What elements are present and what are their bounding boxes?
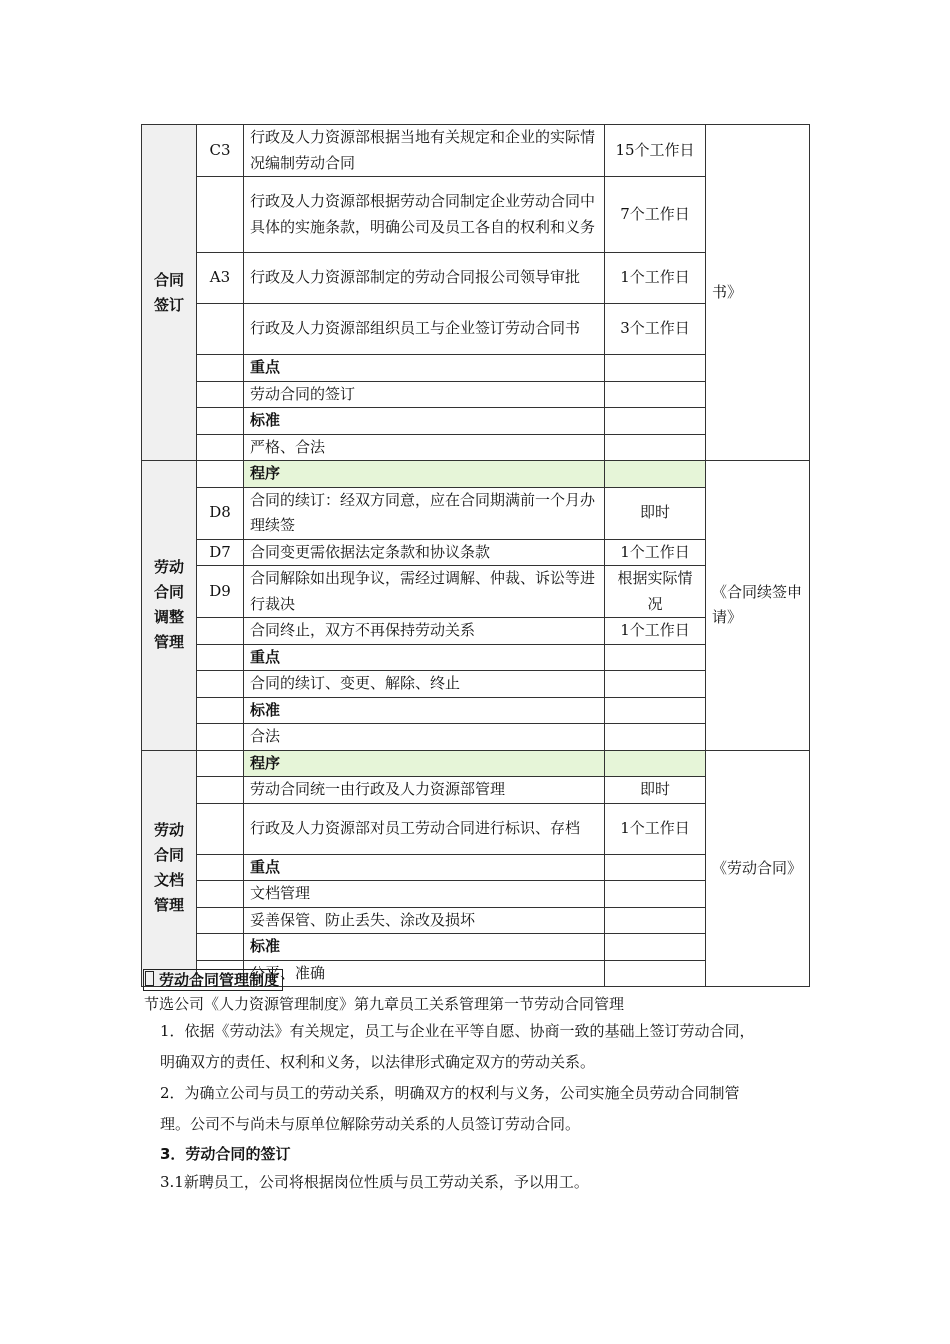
step-time: 1个工作日 — [605, 253, 706, 304]
step-code — [197, 750, 244, 777]
step-time — [605, 671, 706, 698]
step-description: 文档管理 — [244, 881, 605, 908]
subheading-procedure: 程序 — [244, 461, 605, 488]
step-time — [605, 434, 706, 461]
paragraph-3-heading: 3．劳动合同的签订 — [160, 1145, 291, 1163]
paragraph-1-line-2: 明确双方的责任、权利和义务，以法律形式确定双方的劳动关系。 — [160, 1053, 596, 1071]
step-code — [197, 724, 244, 751]
step-code — [197, 644, 244, 671]
step-time — [605, 907, 706, 934]
step-description: 行政及人力资源部对员工劳动合同进行标识、存档 — [244, 803, 605, 854]
paragraph-4: 3.1新聘员工，公司将根据岗位性质与员工劳动关系，予以用工。 — [160, 1173, 589, 1191]
step-description: 行政及人力资源部根据劳动合同制定企业劳动合同中具体的实施条款，明确公司及员工各自的权利和义务 — [244, 177, 605, 253]
step-time: 根据实际情况 — [605, 566, 706, 618]
step-time — [605, 461, 706, 488]
step-description: 行政及人力资源部组织员工与企业签订劳动合同书 — [244, 304, 605, 355]
step-code — [197, 434, 244, 461]
step-description: 行政及人力资源部根据当地有关规定和企业的实际情况编制劳动合同 — [244, 125, 605, 177]
step-code — [197, 854, 244, 881]
step-code: D9 — [197, 566, 244, 618]
step-description: 劳动合同统一由行政及人力资源部管理 — [244, 777, 605, 804]
step-code — [197, 381, 244, 408]
section-label-contract-adjustment: 劳动 合同 调整 管理 — [142, 461, 197, 751]
subheading-key-points: 重点 — [244, 355, 605, 382]
step-time — [605, 934, 706, 961]
section-document: 《劳动合同》 — [706, 750, 810, 987]
step-description: 公平、准确 — [244, 960, 605, 987]
paragraph-2-line-1: 2．为确立公司与员工的劳动关系，明确双方的权利与义务，公司实施全员劳动合同制管 — [160, 1084, 740, 1102]
step-description: 合同终止，双方不再保持劳动关系 — [244, 618, 605, 645]
step-description: 严格、合法 — [244, 434, 605, 461]
step-time: 1个工作日 — [605, 618, 706, 645]
step-code: D8 — [197, 487, 244, 539]
step-code — [197, 304, 244, 355]
step-code: D7 — [197, 539, 244, 566]
section-document: 《合同续签申请》 — [706, 461, 810, 751]
subheading-key-points: 重点 — [244, 644, 605, 671]
step-time — [605, 644, 706, 671]
step-time — [605, 381, 706, 408]
subheading-standard: 标准 — [244, 934, 605, 961]
step-time: 即时 — [605, 777, 706, 804]
step-code — [197, 355, 244, 382]
procedure-table — [141, 124, 810, 987]
step-code — [197, 934, 244, 961]
step-time: 15个工作日 — [605, 125, 706, 177]
step-code — [197, 697, 244, 724]
step-code — [197, 671, 244, 698]
step-time — [605, 408, 706, 435]
step-time: 7个工作日 — [605, 177, 706, 253]
step-description: 妥善保管、防止丢失、涂改及损坏 — [244, 907, 605, 934]
step-code — [197, 803, 244, 854]
subheading-procedure: 程序 — [244, 750, 605, 777]
section-document: 书》 — [706, 125, 810, 461]
intro-paragraph: 节选公司《人力资源管理制度》第九章员工关系管理第一节劳动合同管理 — [144, 995, 625, 1013]
step-code: A3 — [197, 253, 244, 304]
step-time — [605, 881, 706, 908]
step-time — [605, 355, 706, 382]
paragraph-1-line-1: 1．依据《劳动法》有关规定，员工与企业在平等自愿、协商一致的基础上签订劳动合同， — [160, 1022, 755, 1040]
subheading-key-points: 重点 — [244, 854, 605, 881]
step-code: C3 — [197, 125, 244, 177]
step-time — [605, 697, 706, 724]
section-label-contract-archive: 劳动 合同 文档 管理 — [142, 750, 197, 987]
step-code — [197, 461, 244, 488]
step-code — [197, 177, 244, 253]
step-time — [605, 750, 706, 777]
subheading-standard: 标准 — [244, 697, 605, 724]
step-code — [197, 408, 244, 435]
step-description: 合同解除如出现争议，需经过调解、仲裁、诉讼等进行裁决 — [244, 566, 605, 618]
subheading-standard: 标准 — [244, 408, 605, 435]
step-code — [197, 907, 244, 934]
checkbox-icon — [145, 971, 154, 986]
paragraph-2-line-2: 理。公司不与尚未与原单位解除劳动关系的人员签订劳动合同。 — [160, 1115, 581, 1133]
step-description: 劳动合同的签订 — [244, 381, 605, 408]
step-code — [197, 881, 244, 908]
step-time: 即时 — [605, 487, 706, 539]
section-label-contract-signing: 合同 签订 — [142, 125, 197, 461]
step-description: 合同变更需依据法定条款和协议条款 — [244, 539, 605, 566]
step-description: 合同的续订、变更、解除、终止 — [244, 671, 605, 698]
step-code — [197, 618, 244, 645]
step-code — [197, 777, 244, 804]
step-description: 合同的续订：经双方同意，应在合同期满前一个月办理续签 — [244, 487, 605, 539]
step-time — [605, 960, 706, 987]
heading-text: 劳动合同管理制度 — [159, 971, 280, 989]
step-time: 3个工作日 — [605, 304, 706, 355]
section-heading — [143, 969, 283, 991]
step-time: 1个工作日 — [605, 539, 706, 566]
step-description: 行政及人力资源部制定的劳动合同报公司领导审批 — [244, 253, 605, 304]
step-description: 合法 — [244, 724, 605, 751]
step-time — [605, 854, 706, 881]
step-time — [605, 724, 706, 751]
step-time: 1个工作日 — [605, 803, 706, 854]
